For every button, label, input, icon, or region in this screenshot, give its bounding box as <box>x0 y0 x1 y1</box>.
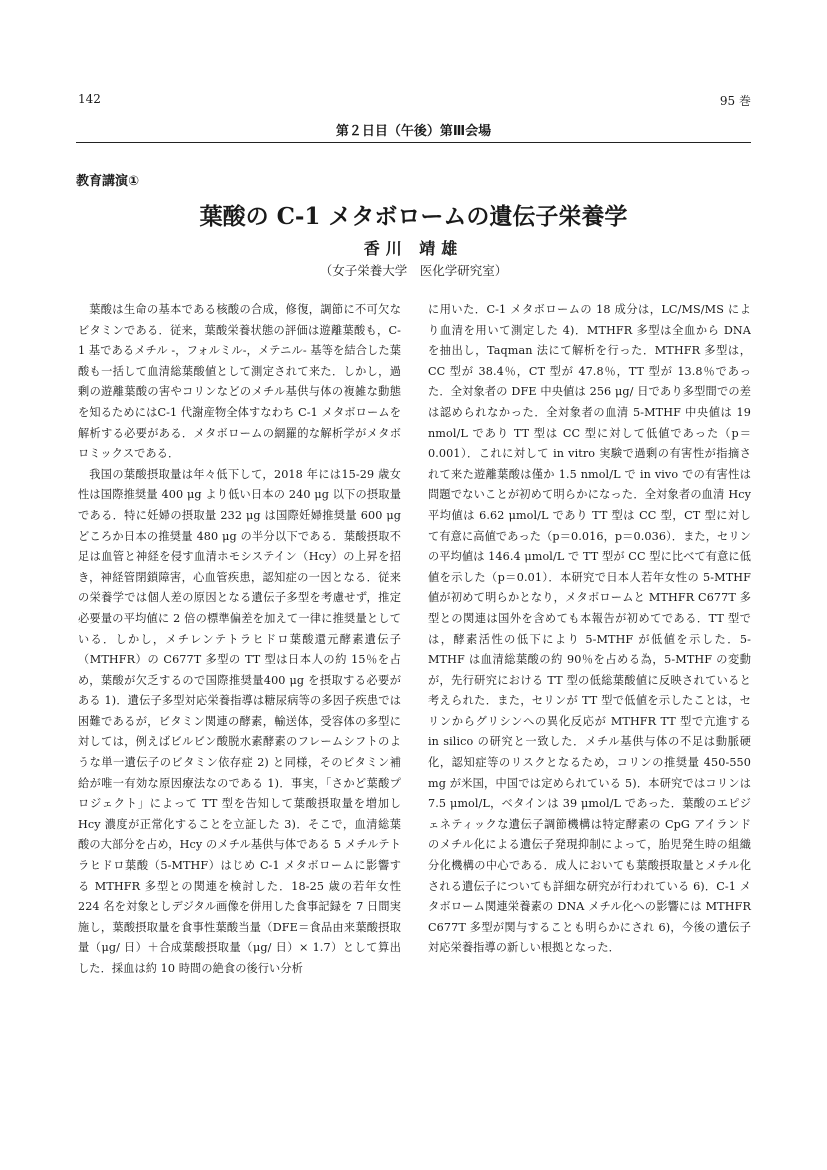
paragraph: に用いた．C-1 メタボロームの 18 成分は，LC/MS/MS により血清を用いて測定した 4)．MTHFR 多型は全血から DNA を抽出し，Taqman 法にて解析を行った．MTHFR 多型は，CC 型が 38.4％，CT 型が 47.8％，TT 型が 13.8％であった．全対象者の DFE 中央値は 256 μg/ 日であり多型間での差は認められなかった．全対象者の血清 5-MTHF 中央値は 19 nmol/L であり TT 型は CC 型に対して低値であった（p＝0.001）．これに対して in vitro 実験で過剰の有害性が指摘されて来た遊離葉酸は僅か 1.5 nmol/L で in vivo での有害性は問題でないことが初めて明らかになった．全対象者の血清 Hcy 平均値は 6.62 μmol/L であり TT 型は CC 型，CT 型に対して有意に高値であった（p＝0.016，p＝0.036）．また，セリンの平均値は 146.4 μmol/L で TT 型が CC 型に比べて有意に低値を示した（p＝0.01）．本研究で日本人若年女性の 5-MTHF 値が初めて明らかとなり，メタボロームと MTHFR C677T 多型との関連は国外を含めても本報告が初めてである．TT 型では，酵素活性の低下により 5-MTHF が低値を示した．5-MTHF は血清総葉酸の約 90％を占める為，5-MTHF の変動が，先行研究における TT 型の低総葉酸値に反映されていると考えられた．また，セリンが TT 型で低値を示したことは，セリンからグリシンへの異化反応が MTHFR TT 型で亢進する in silico の研究と一致した．メチル基供与体の不足は動脈硬化，認知症等のリスクとなるため，コリンの推奨量 450-550 mg が米国，中国では定められている 5)．本研究ではコリンは7.5 μmol/L，ベタインは 39 μmol/L であった．葉酸のエピジェネティックな遺伝子調節機構は特定酵素の CpG アイランドのメチル化による遺伝子発現抑制によって，胎児発生時の組織分化機構の中心である．成人においても葉酸摂取量とメチル化される遺伝子についても詳細な研究が行われている 6)．C-1 メタボローム関連栄養素の DNA メチル化への影響には MTHFR C677T 多型が関与することも明らかにされ 6)，今後の遺伝子対応栄養指導の新しい根拠となった． <box>428 303 751 955</box>
session-header: 第２日目（午後）第Ⅲ会場 <box>335 124 492 139</box>
paragraph: 我国の葉酸摂取量は年々低下して，2018 年には15-29 歳女性は国際推奨量 400 μg より低い日本の 240 μg 以下の摂取量である．特に妊婦の摂取量 232 μg は国際妊婦推奨量 600 μg どころか日本の推奨量 480 μg の半分以下である．葉酸摂取不足は血管と神経を侵す血清ホモシステイン（Hcy）の上昇を招き，神経管閉鎖障害，心血管疾患，認知症の一因となる．従来の栄養学では個人差の原因となる遺伝子多型を考慮せず，推定必要量の平均値に 2 倍の標準偏差を加えて一律に推奨量としている．しかし，メチレンテトラヒドロ葉酸還元酵素遺伝子（MTHFR）の C677T 多型の TT 型は日本人の約 15％を占め，葉酸が欠乏するので国際推奨量400 μg を摂取する必要がある 1)．遺伝子多型対応栄養指導は糖尿病等の多因子疾患では困難であるが，ビタミン関連の酵素，輸送体，受容体の多型に対しては，例えばビルビン酸脱水素酵素のフレームシフトのような単一遺伝子のビタミン依存症 2) と同様，そのビタミン補給が唯一有効な原因療法なのである 1)．事実，「さかど葉酸プロジェクト」によって TT 型を告知して葉酸摂取量を増加し Hcy 濃度が正常化することを立証した 3)．そこで，血清総葉酸の大部分を占め，Hcy のメチル基供与体である 5 メチルテトラヒドロ葉酸（5-MTHF）はじめ C-1 メタボロームに影響する MTHFR 多型との関連を検討した．18-25 歳の若年女性 224 名を対象としデジタル画像を併用した食事記録を 7 日間実施し，葉酸摂取量を食事性葉酸当量（DFE＝食品由来葉酸摂取量（μg/ 日）＋合成葉酸摂取量（μg/ 日）× 1.7）として算出した．採血は約 10 時間の絶食の後行い分析 <box>78 467 401 975</box>
header-rule <box>76 142 751 143</box>
author-affiliation: （女子栄養大学 医化学研究室） <box>319 263 508 278</box>
body-column-left <box>78 300 401 980</box>
lecture-label: 教育講演① <box>76 174 140 189</box>
author-name: 香川 靖雄 <box>363 239 464 258</box>
paragraph: 葉酸は生命の基本である核酸の合成，修復，調節に不可欠なビタミンである．従来，葉酸栄養状態の評価は遊離葉酸も，C-1 基であるメチル -，フォルミル-，メテニル- 基等を結合した葉酸も一括して血清総葉酸値として測定されて来た．しかし，過剰の遊離葉酸の害やコリンなどのメチル基供与体の複雑な動態を知るためにはC-1 代謝産物全体すなわち C-1 メタボロームを解析する必要がある．メタボロームの網羅的な解析学がメタボロミックスである． <box>78 303 401 461</box>
volume-label: 95 巻 <box>719 94 751 108</box>
article-title: 葉酸の C-1 メタボロームの遺伝子栄養学 <box>199 203 628 230</box>
body-column-right <box>428 300 751 959</box>
page-number: 142 <box>78 92 101 106</box>
